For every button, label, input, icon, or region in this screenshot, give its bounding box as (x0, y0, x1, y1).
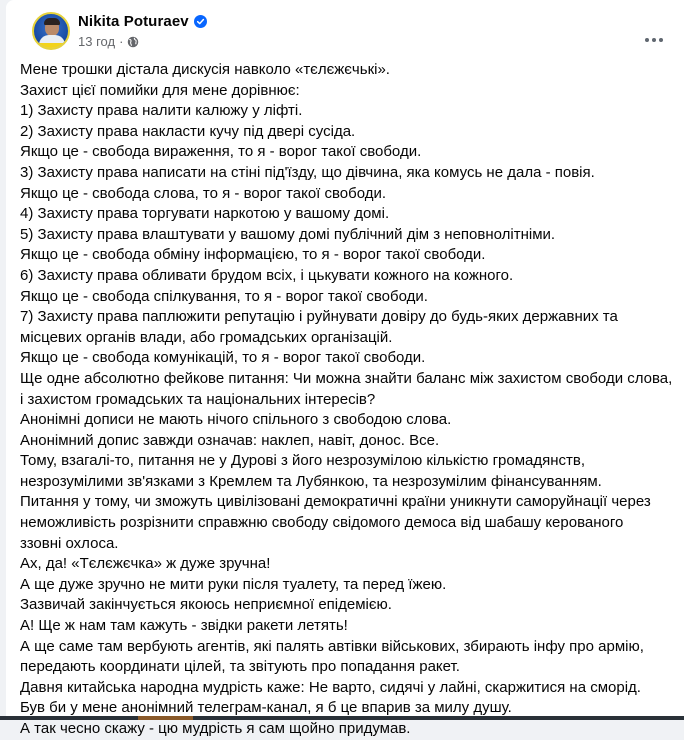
more-dot-icon (659, 38, 663, 42)
post-line: Захист цієї помийки для мене дорівнює: (20, 81, 300, 99)
next-content-thumbnail-edge (138, 716, 193, 720)
meta-separator: · (119, 34, 124, 49)
post-line: Анонімний допис завжди означав: наклеп, навіт, донос. Все. (20, 431, 440, 449)
post-line: 1) Захисту права налити калюжу у ліфті. (20, 102, 303, 120)
more-options-button[interactable] (642, 30, 666, 50)
post-timestamp[interactable]: 13 год (78, 34, 116, 49)
post-line: 6) Захисту права обливати брудом всіх, і цькувати кожного на кожного. (20, 266, 514, 284)
post-card (6, 0, 684, 737)
author-avatar[interactable] (32, 12, 70, 50)
post-line: Мене трошки дістала дискусія навколо «тєлєжєчькі». (20, 61, 390, 78)
post-line: Якщо це - свобода комунікацій, то я - ворог такої свободи. (20, 349, 426, 367)
post-line: Якщо це - свобода вираження, то я - ворог такої свободи. (20, 143, 422, 161)
post-line: ззовні охлоса. (20, 534, 119, 552)
avatar-hair (44, 18, 60, 25)
more-dot-icon (652, 38, 656, 42)
post-line: Якщо це - свобода спілкування, то я - ворог такої свободи. (20, 287, 428, 305)
post-line: 7) Захисту права паплюжити репутацію і руйнувати довіру до будь-яких державних та (20, 308, 618, 326)
post-line: Тому, взагалі-то, питання не у Дурові з його незрозумілою кількістю громадянств, (20, 452, 586, 470)
author-name-row (78, 13, 207, 30)
post-line: 5) Захисту права влаштувати у вашому домі публічний дім з неповнолітніми. (20, 225, 556, 243)
avatar-frame-flag (34, 43, 68, 48)
globe-icon[interactable] (127, 36, 139, 48)
post-line: А ще дуже зручно не мити руки після туалету, та перед їжею. (20, 575, 447, 593)
post-line: Ах, да! «Тєлєжєчка» ж дуже зручна! (20, 555, 271, 573)
post-line: Анонімні дописи не мають нічого спільного з свободою слова. (20, 411, 452, 429)
post-line: і захистом громадських та національних інтересів? (20, 390, 376, 408)
post-line: місцевих органів влади, або громадських організацій. (20, 328, 393, 346)
post-line: А ще саме там вербують агентів, які палять автівки військових, збирають інфу про армію, (20, 637, 644, 655)
post-line: Питання у тому, чи зможуть цивілізовані демократичні країни уникнути саморуйнації через (20, 493, 651, 511)
post-line: незрозумілими зв'язками з Кремлем та Лубянкою, та незрозумілим фінансуванням. (20, 472, 602, 490)
post-line: А! Ще ж нам там кажуть - звідки ракети летять! (20, 617, 348, 635)
post-line: 3) Захисту права написати на стіні під'їзду, що дівчина, яка комусь не дала - повія. (20, 163, 595, 181)
post-line: Якщо це - свобода слова, то я - ворог такої свободи. (20, 184, 387, 202)
post-header (32, 12, 684, 54)
post-line: неможливість розрізнити справжню свободу свідомого демоса від шабашу керованого (20, 514, 624, 532)
post-line: 4) Захисту права торгувати наркотою у вашому домі. (20, 205, 390, 223)
post-meta (78, 34, 139, 49)
post-line: Був би у мене анонімний телеграм-канал, я б це впарив за милу душу. (20, 699, 512, 717)
post-line: 2) Захисту права накласти кучу під двері сусіда. (20, 122, 356, 140)
author-name[interactable]: Nikita Poturaev (78, 13, 189, 30)
next-content-edge (0, 716, 684, 720)
post-line: передають координати цілей, та звітують про попадання ракет. (20, 658, 460, 676)
post-line: Ще одне абсолютно фейкове питання: Чи можна знайти баланс між захистом свободи слова, (20, 369, 673, 387)
post-line: Якщо це - свобода обміну інформацією, то я - ворог такої свободи. (20, 246, 486, 264)
more-dot-icon (645, 38, 649, 42)
post-body (20, 60, 674, 740)
post-line: Давня китайська народна мудрість каже: Не варто, сидячі у лайні, скаржитися на сморід. (20, 678, 641, 696)
verified-badge-icon (194, 15, 207, 28)
post-line: А так чесно скажу - цю мудрість я сам щойно придумав. (20, 720, 411, 737)
post-line: Зазвичай закінчується якоюсь неприємної епідемією. (20, 596, 392, 614)
